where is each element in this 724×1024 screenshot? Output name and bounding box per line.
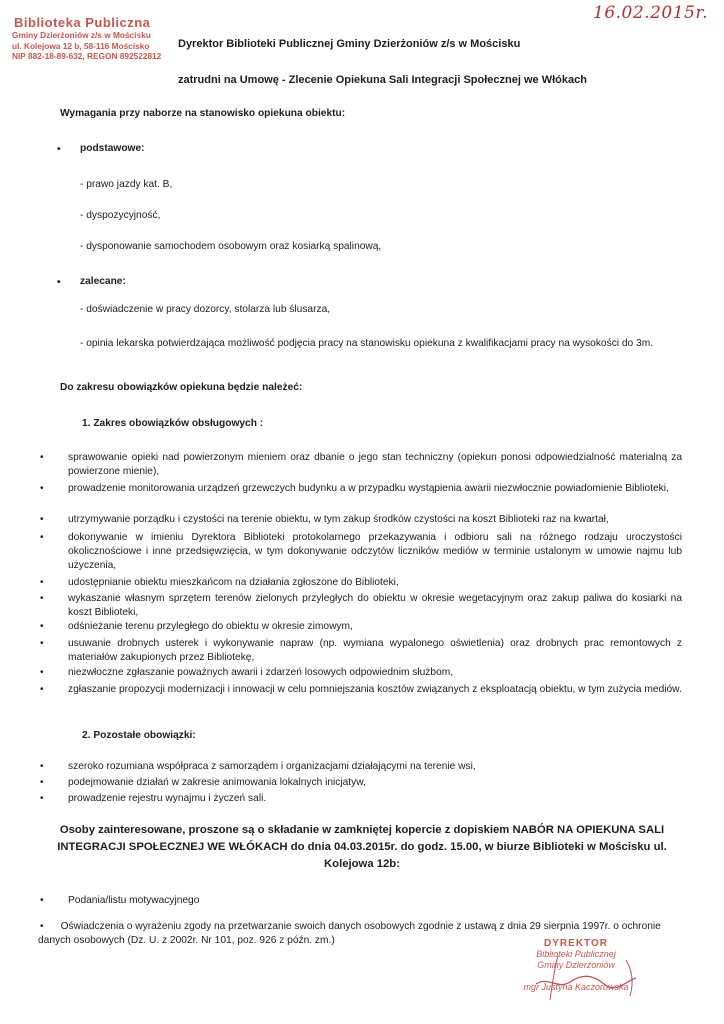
duty-item: dokonywanie w imieniu Dyrektora Biblioteki protokolarnego przekazywania i odbioru sali na różnego rodzaju uroczystości okolicznościowe i inne przedsięwzięcia, w tym dokonywanie odczytów liczników mediów w terminie ustalonym w umowie najmu lub użyczenia, (68, 532, 682, 571)
duty-item: odśnieżanie terenu przyległego do obiektu w okresie zimowym, (68, 621, 353, 632)
requirement-item: - opinia lekarska potwierdzająca możliwość podjęcia pracy na stanowisku opiekuna z kwalifikacjami pracy na wysokości do 3m. (80, 338, 654, 349)
requirement-item: - dysponowanie samochodem osobowym oraz kosiarką spalinową, (80, 241, 382, 252)
section-1-title: 1. Zakres obowiązków obsługowych : (82, 418, 264, 429)
bullet-icon: • (40, 777, 44, 788)
bullet-icon: • (40, 895, 44, 906)
handwritten-date: 16.02.2015r. (593, 3, 708, 23)
basic-label: podstawowe: (80, 143, 145, 154)
bullet-icon: • (40, 793, 44, 804)
bullet-icon: • (40, 621, 44, 632)
signature-line: Gminy Dzierżoniów (537, 959, 615, 970)
handwritten-signature-icon (496, 938, 656, 1008)
duty-item: udostępnianie obiektu mieszkańcom na działania zgłoszone do Biblioteki, (68, 577, 399, 588)
duties-heading: Do zakresu obowiązków opiekuna będzie należeć: (60, 382, 303, 393)
duty-item: sprawowanie opieki nad powierzonym mieniem oraz dbanie o jego stan techniczny (opiekun ponosi odpowiedzialność materialną za powierzone mienie), (68, 452, 682, 477)
duty-item: szeroko rozumiana współpraca z samorządem i organizacjami działającymi na terenie wsi, (68, 761, 476, 772)
stamp-line: Gminy Dzierżoniów z/s w Mościsku (12, 30, 151, 40)
requirement-item: - doświadczenie w pracy dozorcy, stolarza lub ślusarza, (80, 304, 331, 315)
header-line-1: Dyrektor Biblioteki Publicznej Gminy Dzierżoniów z/s w Mościsku (178, 38, 521, 50)
duty-item: prowadzenie rejestru wynajmu i życzeń sali. (68, 793, 267, 804)
bullet-icon: • (40, 761, 44, 772)
duty-item: prowadzenie monitorowania urządzeń grzewczych budynku a w przypadku wystąpienia awarii niezwłocznie powiadomienie Biblioteki, (68, 483, 669, 494)
stamp-line: ul. Kolejowa 12 b, 58-116 Mościsko (12, 40, 150, 51)
required-document: Podania/listu motywacyjnego (68, 895, 200, 906)
bullet-icon: • (40, 452, 44, 463)
duty-item: usuwanie drobnych usterek i wykonywanie napraw (np. wymiana wypalonego oświetlenia) oraz drobnych prac remontowych z materiałów zakupionych przez Bibliotekę, (68, 638, 682, 663)
header-line-2: zatrudni na Umowę - Zlecenie Opiekuna Sali Integracji Społecznej we Włókach (178, 74, 587, 86)
bullet-icon: • (40, 577, 44, 588)
duty-item: niezwłoczne zgłaszanie poważnych awarii i zdarzeń losowych odpowiednim służbom, (68, 667, 454, 678)
bullet-icon: • (40, 483, 44, 494)
bullet-icon: • (40, 667, 44, 678)
bullet-icon: • (57, 277, 61, 288)
required-document-text: Oświadczenia o wyrażeniu zgody na przetwarzanie swoich danych osobowych zgodnie z ustawą z dnia 29 sierpnia 1997r. o ochronie danych osobowych (Dz. U. z 2002r. Nr 101, poz. 926 z późn. zm.) (38, 921, 661, 946)
bullet-icon: • (40, 514, 44, 525)
bullet-icon: • (40, 638, 44, 649)
bullet-icon: • (40, 684, 44, 695)
recommended-label: zalecane: (80, 276, 126, 287)
director-signature-stamp (496, 938, 656, 993)
bullet-icon: • (40, 532, 44, 543)
duty-item: utrzymywanie porządku i czystości na terenie obiektu, w tym zakup środków czystości na koszt Biblioteki raz na kwartał, (68, 514, 609, 525)
signature-title: DYREKTOR (544, 938, 608, 949)
bullet-icon: • (40, 593, 44, 604)
requirement-item: - dyspozycyjność, (80, 210, 161, 221)
requirements-heading: Wymagania przy naborze na stanowisko opiekuna obiektu: (60, 108, 346, 119)
stamp-title: Biblioteka Publiczna (14, 15, 151, 30)
library-stamp (12, 16, 161, 62)
duty-item: zgłaszanie propozycji modernizacji i innowacji w celu pomniejszania kosztów związanych z eksploatacją obiektu, w tym zużycia mediów. (68, 684, 682, 695)
signature-name: mgr Justyna Kaczorowska (523, 982, 629, 992)
application-paragraph: Osoby zainteresowane, proszone są o składanie w zamkniętej kopercie z dopiskiem NABÓR NA OPIEKUNA SALI INTEGRACJI SPOŁECZNEJ WE WŁÓKACH do dnia 04.03.2015r. do godz. 15.00, w biurze Biblioteki w Mościsku ul. Kolejowa 12b: (57, 824, 667, 870)
bullet-icon: • (40, 921, 61, 932)
section-2-title: 2. Pozostałe obowiązki: (82, 730, 196, 741)
requirement-item: - prawo jazdy kat. B, (80, 179, 173, 190)
duty-item: podejmowanie działań w zakresie animowania lokalnych inicjatyw, (68, 777, 366, 788)
stamp-line: NIP 882-18-89-632, REGON 892522812 (12, 51, 162, 61)
signature-line: Biblioteki Publicznej (536, 949, 616, 959)
bullet-icon: • (57, 144, 61, 155)
duty-item: wykaszanie własnym sprzętem terenów zielonych przyległych do obiektu w okresie wegetacyjnym oraz zakup paliwa do kosiarki na koszt Biblioteki, (68, 593, 682, 618)
